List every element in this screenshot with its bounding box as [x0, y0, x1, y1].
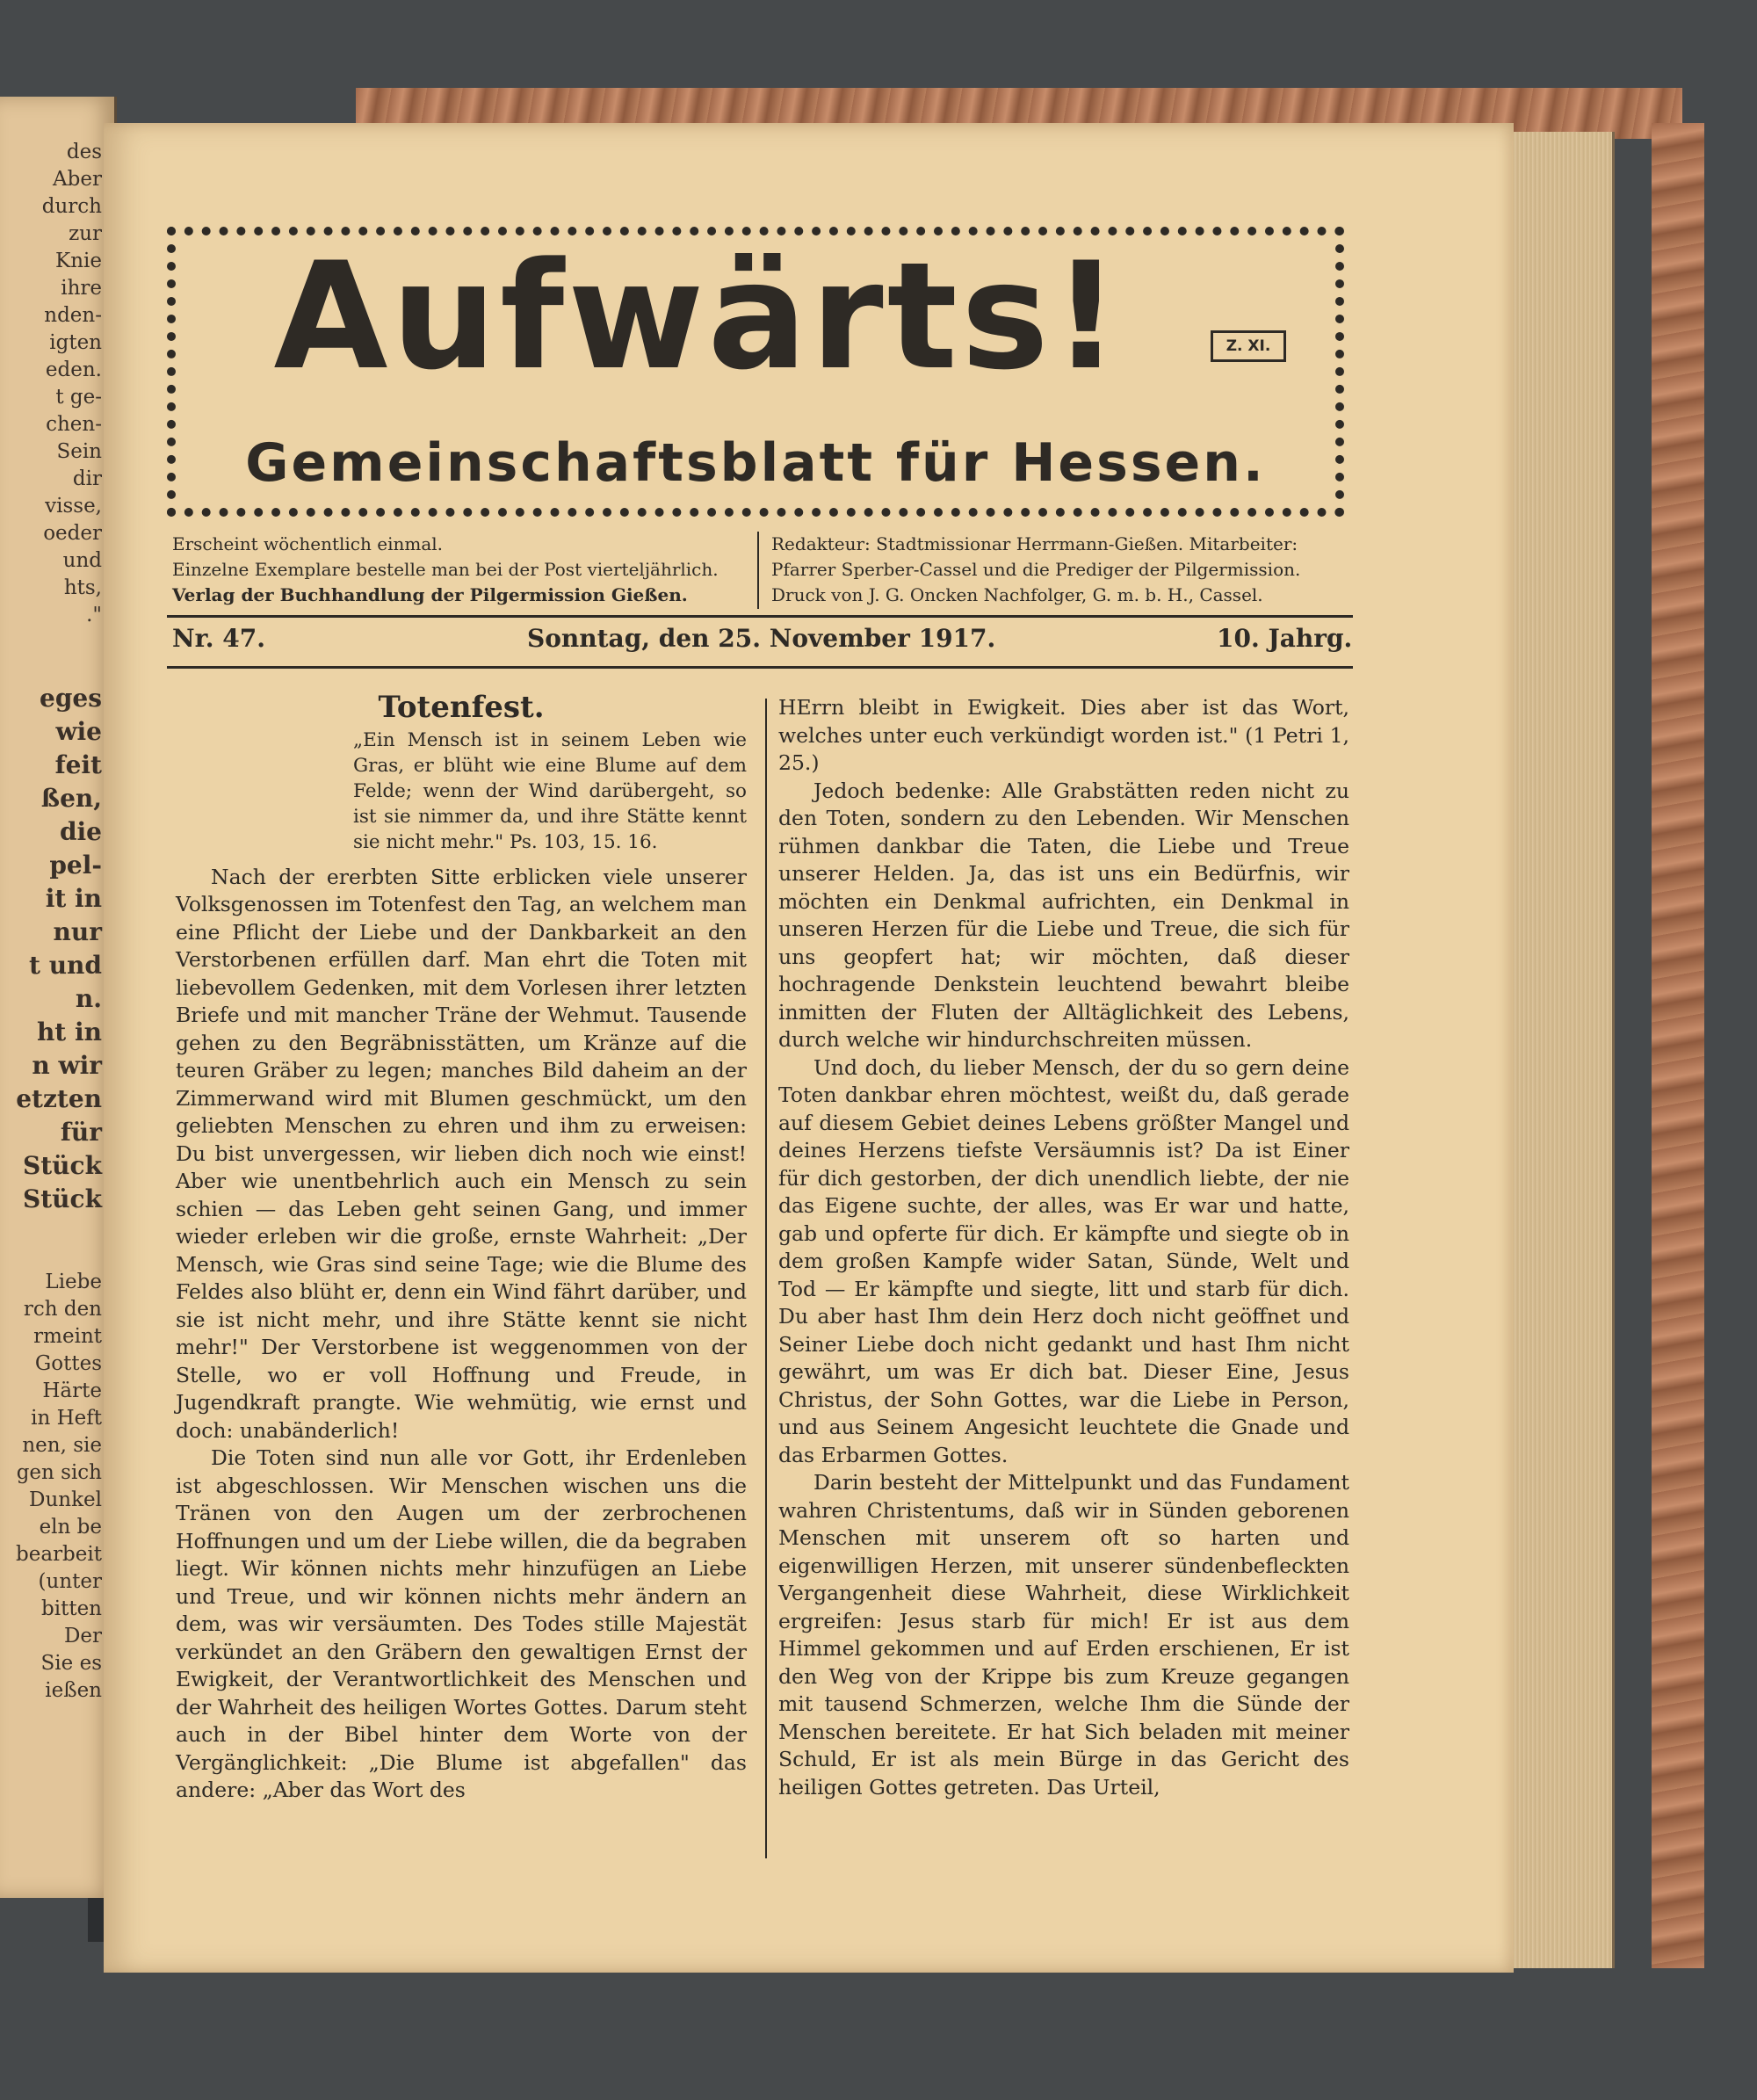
paragraph: Darin besteht der Mittelpunkt und das Fundament wahren Christentums, daß wir in Sünden geborenen Menschen mit unserem oft so harten und eigenwilligen Herzen, mit unserer sündenbefleckten Vergangenheit diese Wahrheit, diese Wirklichkeit ergreifen: Jesus starb für mich! Er ist aus dem Himmel gekommen und auf Erden erschienen, Er ist den Weg von der Krippe bis zum Kreuze gegangen mit tausend Schmerzen, welche Ihm die Sünde der Menschen bereitete. Er hat Sich beladen mit meiner Schuld, Er ist als mein Bürge in das Gericht des heiligen Gottes getreten. Das Urteil,: [778, 1470, 1349, 1799]
cover-board-right: [1652, 123, 1704, 1968]
page-block-edge: [1507, 132, 1615, 1968]
left-page-word: rch den: [23, 1298, 102, 1321]
left-page-word: igten: [49, 331, 102, 354]
issue-year: 10. Jahrg.: [1217, 624, 1353, 653]
left-page-word: t und: [29, 951, 102, 980]
left-page-word: chen-: [46, 413, 102, 436]
left-page-word: eges: [40, 684, 102, 713]
left-page-word: hts,: [63, 576, 102, 599]
paragraph: Und doch, du lieber Mensch, der du so gern deine Toten dankbar ehren möchtest, weißt du, daß gerade auf diesem Gebiet deines Lebens größter Mangel und deines Herzens tiefste Versäumnis ist? Da ist Einer für dich gestorben, der dich unendlich liebte, der nie das Eigene suchte, der alles, was Er war und hatte, gab und opferte für dich. Er kämpfte und siegte ob in dem großen Kampfe wider Satan, Sünde, Welt und Tod — Er kämpfte und siegte, litt und starb für dich. Du aber hast Ihm dein Herz doch nicht geöffnet und Seiner Liebe doch nicht gedankt und hast Ihm nicht gewährt, um was Er dich bat. Dieser Eine, Jesus Christus, der Sohn Gottes, war die Liebe in Person, und aus Seinem Angesicht leuchtete die Gnade und das Erbarmen Gottes.: [778, 1054, 1349, 1467]
left-page-word: it in: [45, 884, 102, 913]
left-page-word: bitten: [41, 1597, 102, 1620]
left-page-word: Dunkel: [29, 1488, 102, 1511]
left-page-word: pel-: [49, 851, 102, 880]
left-page-word: eden.: [45, 358, 102, 381]
masthead-title: Aufwärts!: [273, 230, 1124, 402]
left-page-word: nur: [53, 917, 102, 946]
paragraph: Jedoch bedenke: Alle Grabstätten reden nicht zu den Toten, sondern zu den Lebenden. Wir Menschen rühmen dankbar die Taten, die Liebe und Treue unserer Helden. Ja, das ist uns ein Bedürfnis, wir möchten ein Denkmal aufrichten, ein Denkmal in unseren Herzen für die Liebe und Treue, die sich für uns geopfert hat; wir möchten, daß dieser hochragende Denkstein leuchtend bewahrt bleibe inmitten der Fluten der Alltäglichkeit des Lebens, durch welche wir hindurchschreiten müssen.: [778, 778, 1349, 1052]
issue-badge: Z. XI.: [1211, 330, 1286, 362]
left-page-word: Stück: [23, 1151, 102, 1180]
left-page-word: Sein: [56, 440, 102, 463]
left-page-word: Härte: [42, 1379, 102, 1402]
left-page-word: visse,: [45, 495, 102, 518]
article-column-right: [778, 694, 1349, 1801]
left-page-word: n wir: [32, 1051, 102, 1080]
info-right-line-1: Redakteur: Stadtmissionar Herrmann-Gießen. Mitarbeiter:: [771, 533, 1298, 554]
left-page-word: ihre: [61, 277, 102, 300]
left-page-word: zur: [69, 222, 102, 245]
article-title: Totenfest.: [378, 690, 545, 725]
left-page-word: und: [62, 549, 102, 572]
info-right-line-3: Druck von J. G. Oncken Nachfolger, G. m. b. H., Cassel.: [771, 584, 1263, 605]
paragraph: Die Toten sind nun alle vor Gott, ihr Erdenleben ist abgeschlossen. Wir Menschen wischen uns die Tränen von den Augen um der zerbrochenen Hoffnungen und um der Liebe willen, die da begraben liegt. Wir können nichts mehr hinzufügen an Liebe und Treue, und wir können nichts mehr ändern an dem, was wir versäumten. Des Todes stille Majestät verkündet an den Gräbern den gewaltigen Ernst der Ewigkeit, der Verantwortlichkeit des Menschen und der Wahrheit des heiligen Wortes Gottes. Darum steht auch in der Bibel hinter dem Worte von der Vergänglichkeit: „Die Blume ist abgefallen" das andere: „Aber das Wort des: [176, 1445, 747, 1802]
article-motto: „Ein Mensch ist in seinem Leben wie Gras, er blüht wie eine Blume auf dem Felde; wenn der Wind darübergeht, so ist sie nimmer da, und ihre Stätte kennt sie nicht mehr." Ps. 103, 15. 16.: [353, 728, 747, 853]
info-left-line-2: Einzelne Exemplare bestelle man bei der Post vierteljährlich.: [172, 559, 719, 580]
issue-rule-bottom: [167, 666, 1353, 669]
left-page-word: Sie es: [40, 1652, 102, 1675]
left-page-word: des: [66, 141, 102, 163]
column-divider: [765, 699, 767, 1858]
left-page-word: eln be: [39, 1516, 102, 1539]
left-page-word: wie: [55, 717, 102, 746]
left-page-word: etzten: [16, 1084, 102, 1113]
left-page: [0, 97, 117, 1898]
info-divider: [757, 532, 759, 609]
left-page-word: n.: [75, 984, 102, 1013]
info-right-line-2: Pfarrer Sperber-Cassel und die Prediger der Pilgermission.: [771, 559, 1301, 580]
left-page-word: ießen: [45, 1679, 102, 1702]
left-page-word: Der: [63, 1625, 102, 1647]
left-page-word: t ge-: [55, 386, 102, 409]
left-page-word: Stück: [23, 1184, 102, 1213]
left-page-word: dir: [72, 467, 102, 490]
left-page-word: ht in: [36, 1017, 102, 1046]
article-column-left: [176, 690, 747, 1805]
left-page-word: die: [59, 817, 102, 846]
left-page-word: nden-: [44, 304, 102, 327]
left-page-word: rmeint: [33, 1325, 102, 1348]
left-page-word: .": [86, 604, 102, 626]
left-page-word: (unter: [38, 1570, 102, 1593]
left-page-word: Gottes: [34, 1352, 102, 1375]
left-page-word: in Heft: [31, 1407, 102, 1430]
paragraph: Nach der ererbten Sitte erblicken viele unserer Volksgenossen im Totenfest den Tag, an welchem man eine Pflicht der Liebe und der Dankbarkeit an den Verstorbenen erfüllen darf. Man ehrt die Toten mit liebevollem Gedenken, mit dem Vorlesen ihrer letzten Briefe und mit mancher Träne der Wehmut. Tausende gehen zu den Begräbnisstätten, um Kränze auf die teuren Gräber zu legen; manches Bild daheim an der Zimmerwand wird mit Blumen geschmückt, um den geliebten Menschen zu ehren und ihm zu erweisen: Du bist unvergessen, wir lieben dich noch wie einst! Aber wie unentbehrlich auch ein Mensch zu sein schien — das Leben geht seinen Gang, und immer wieder erleben wir die große, ernste Wahrheit: „Der Mensch, wie Gras sind seine Tage; wie die Blume des Feldes also blüht er, denn ein Wind fährt darüber, und sie ist nicht mehr, und ihre Stätte kennt sie nicht mehr!" Der Verstorbene ist weggenommen von der Stelle, wo er voll Hoffnung und Freude, in Jugendkraft prangte. Wie wehmütig, wie ernst und doch: unabänderlich!: [176, 864, 747, 1443]
left-page-word: gen sich: [16, 1461, 102, 1484]
left-page-word: Knie: [55, 250, 102, 272]
issue-number: Nr. 47.: [172, 624, 265, 653]
paragraph: HErrn bleibt in Ewigkeit. Dies aber ist das Wort, welches unter euch verkündigt worden ist." (1 Petri 1, 25.): [778, 695, 1349, 775]
left-page-word: ßen,: [40, 784, 102, 813]
left-page-word: oeder: [43, 522, 102, 545]
issue-date: Sonntag, den 25. November 1917.: [527, 624, 996, 653]
left-page-word: nen, sie: [22, 1434, 102, 1457]
left-page-word: für: [60, 1118, 102, 1147]
issue-rule-top: [167, 615, 1353, 618]
info-left-line-3: Verlag der Buchhandlung der Pilgermission Gießen.: [172, 584, 688, 605]
info-left-line-1: Erscheint wöchentlich einmal.: [172, 533, 443, 554]
left-page-word: Liebe: [45, 1271, 102, 1293]
left-page-word: feit: [54, 750, 102, 779]
masthead-subtitle: Gemeinschaftsblatt für Hessen.: [245, 432, 1266, 494]
left-page-word: Aber: [53, 168, 102, 191]
left-page-word: durch: [41, 195, 102, 218]
left-page-word: bearbeit: [16, 1543, 102, 1566]
